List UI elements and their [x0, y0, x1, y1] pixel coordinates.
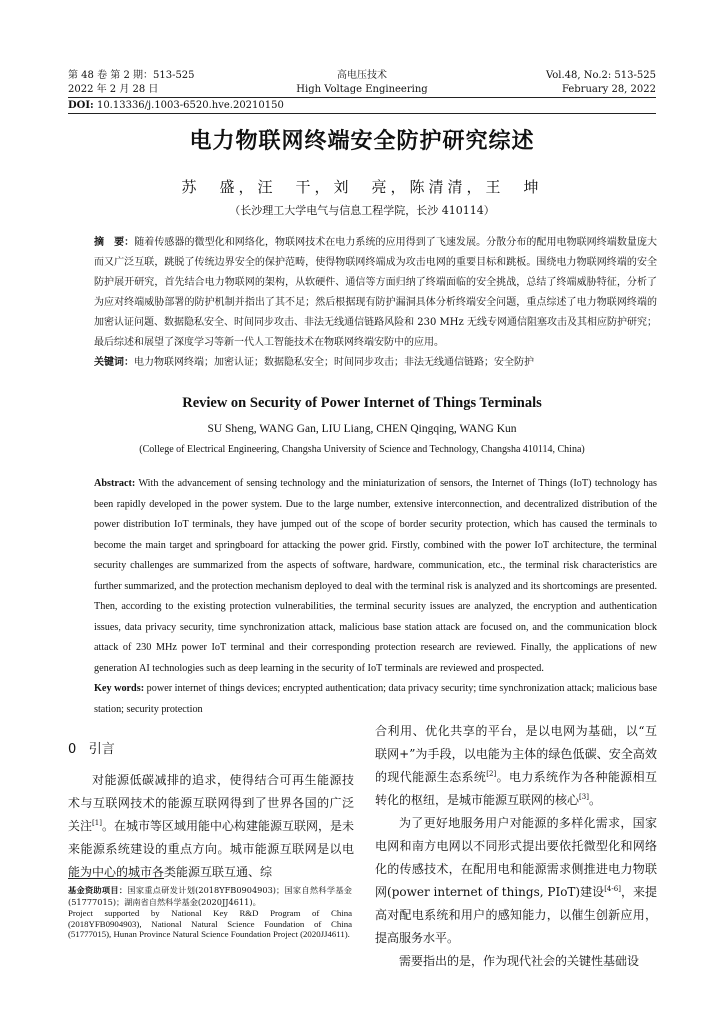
body-column-left [68, 726, 354, 884]
abstract-zh [94, 233, 657, 373]
header-rule [68, 97, 656, 98]
section-title: 引言 [88, 742, 115, 757]
title-en: Review on Security of Power Internet of Things Terminals [182, 395, 542, 411]
header-right [546, 69, 656, 97]
right-text-2a: 为了更好地服务用户对能源的多样化需求，国家电网和南方电网以不同形式提出要依托微型化和网络化的传感技术，在配用电和能源需求侧推进电力物联网(power internet of things, PIoT)建设 [375, 816, 657, 899]
body-column-right [375, 720, 657, 973]
intro-text-1b: 。在城市等区域用能中心构建能源互联网，是未来能源系统建设的重点方向。城市能源互联网是以电能为中心的城市各类能源互联互通、综 [68, 819, 354, 879]
funding-label: 基金资助项目： [68, 885, 128, 895]
authors-zh: 苏 盛，汪 干，刘 亮，陈清清，王 坤 [181, 178, 543, 196]
abstract-zh-label: 摘 要： [94, 237, 135, 248]
funding-text-en: Project supported by National Key R&D Program of China (2018YFB0904903), National Natural Science Foundation of China (51777015), Hunan Province Natural Science Foundation Project (2020JJ4611). [68, 908, 352, 940]
keywords-zh: 电力物联网终端；加密认证；数据隐私安全；时间同步攻击；非法无线通信链路；安全防护 [134, 357, 534, 368]
right-text-1c: 。 [588, 793, 601, 807]
funding-footnote [68, 885, 352, 940]
affiliation-en: (College of Electrical Engineering, Changsha University of Science and Technology, Changsha 410114, China) [139, 444, 585, 455]
abstract-en-text: With the advancement of sensing technology and the miniaturization of sensors, the Internet of Things (IoT) technology has been rapidly developed in the power system. Due to the large number, extensive interconnection, and decentralized distribution of the power distribution IoT terminals, they have jumped out of the scope of border security protection, which has caused the terminals to become the main target and springboard for attacking the power grid. Firstly, combined with the power IoT architecture, the terminal security challenges are summarized from the aspects of software, hardware, communication, etc., the terminal risk characteristics are further summarized, and the protection mechanism deployed to deal with the terminal risk is analyzed and its shortcomings are presented. Then, according to the existing protection vulnerabilities, the terminal security issues are analyzed, the encryption and authentication issues, data privacy security, time synchronization attack, malicious base station attack are focused on, and the communication block attack of 230 MHz power IoT terminal and their corresponding protection research are reviewed. Finally, the applications of new generation AI technologies such as deep learning in the security of IoT terminals are reviewed and prospected. [94, 478, 657, 674]
abstract-en [94, 474, 657, 720]
citation-1[interactable]: [1] [92, 819, 102, 827]
citation-4-6[interactable]: [4-6] [604, 885, 621, 893]
authors-en: SU Sheng, WANG Gan, LIU Liang, CHEN Qingqing, WANG Kun [207, 423, 517, 435]
right-paragraph-2 [375, 812, 657, 950]
right-text-2b: ，来提高对配电系统和用户的感知能力，以催生创新应用，提高服务水平。 [375, 885, 657, 945]
abstract-en-label: Abstract: [94, 478, 136, 489]
abstract-zh-text: 随着传感器的微型化和网络化，物联网技术在电力系统的应用得到了飞速发展。分散分布的配用电物联网终端数量庞大而又广泛互联，跳脱了传统边界安全的保护范畴，使得物联网终端成为攻击电网的重要目标和跳板。围绕电力物联网终端的安全防护展开研究，首先结合电力物联网的架构，从软硬件、通信等方面归纳了终端面临的安全挑战，总结了终端威胁特征，分析了为应对终端威胁部署的防护机制并指出了其不足；然后根据现有防护漏洞具体分析终端安全问题，重点综述了电力物联网终端的加密认证问题、数据隐私安全、时间同步攻击、非法无线通信链路风险和 230 MHz 无线专网通信阻塞攻击及其相应防护研究；最后综述和展望了深度学习等新一代人工智能技术在物联网终端安防中的应用。 [94, 237, 657, 348]
doi-rule [68, 113, 656, 114]
intro-paragraph-1 [68, 769, 354, 884]
header-date-en: February 28, 2022 [561, 84, 656, 95]
right-paragraph-1 [375, 720, 657, 812]
journal-name-zh: 高电压技术 [337, 70, 387, 81]
intro-text-1a: 对能源低碳减排的追求，使得结合可再生能源技术与互联网技术的能源互联网得到了世界各国的广泛关注 [68, 773, 354, 833]
right-text-1a: 合利用、优化共享的平台，是以电网为基础，以“互联网+”为手段，以电能为主体的绿色低碳、安全高效的现代能源生态系统 [375, 724, 657, 784]
doi-label: DOI: [68, 100, 94, 111]
citation-3[interactable]: [3] [579, 793, 589, 801]
funding-text-zh: 国家重点研发计划(2018YFB0904903)；国家自然科学基金(51777015)；湖南省自然科学基金(2020JJ4611)。 [68, 885, 352, 907]
doi-value[interactable]: 10.13336/j.1003-6520.hve.20210150 [96, 100, 284, 111]
footnote-rule [68, 878, 164, 879]
header-date: 2022 年 2 月 28 日 [68, 84, 159, 95]
journal-name-en: High Voltage Engineering [296, 84, 428, 95]
keywords-zh-label: 关键词： [94, 357, 134, 368]
section-heading-intro [68, 738, 354, 761]
right-paragraph-3: 需要指出的是，作为现代社会的关键性基础设 [399, 954, 640, 968]
right-text-1b: 。电力系统作为各种能源相互转化的枢纽，是城市能源互联网的核心 [375, 770, 657, 807]
header-volume-en: Vol.48, No.2: 513-525 [545, 70, 656, 81]
header-volume: 第 48 卷 第 2 期：513-525 [68, 70, 195, 81]
title-zh: 电力物联网终端安全防护研究综述 [189, 129, 535, 154]
section-number: 0 [68, 742, 77, 757]
keywords-en-label: Key words: [94, 683, 145, 694]
affiliation-zh: （长沙理工大学电气与信息工程学院，长沙 410114） [229, 204, 495, 217]
citation-2[interactable]: [2] [486, 770, 497, 778]
doi-line [68, 100, 284, 111]
keywords-en: power internet of things devices; encrypted authentication; data privacy security; time synchronization attack; malicious base station; security protection [94, 683, 658, 715]
